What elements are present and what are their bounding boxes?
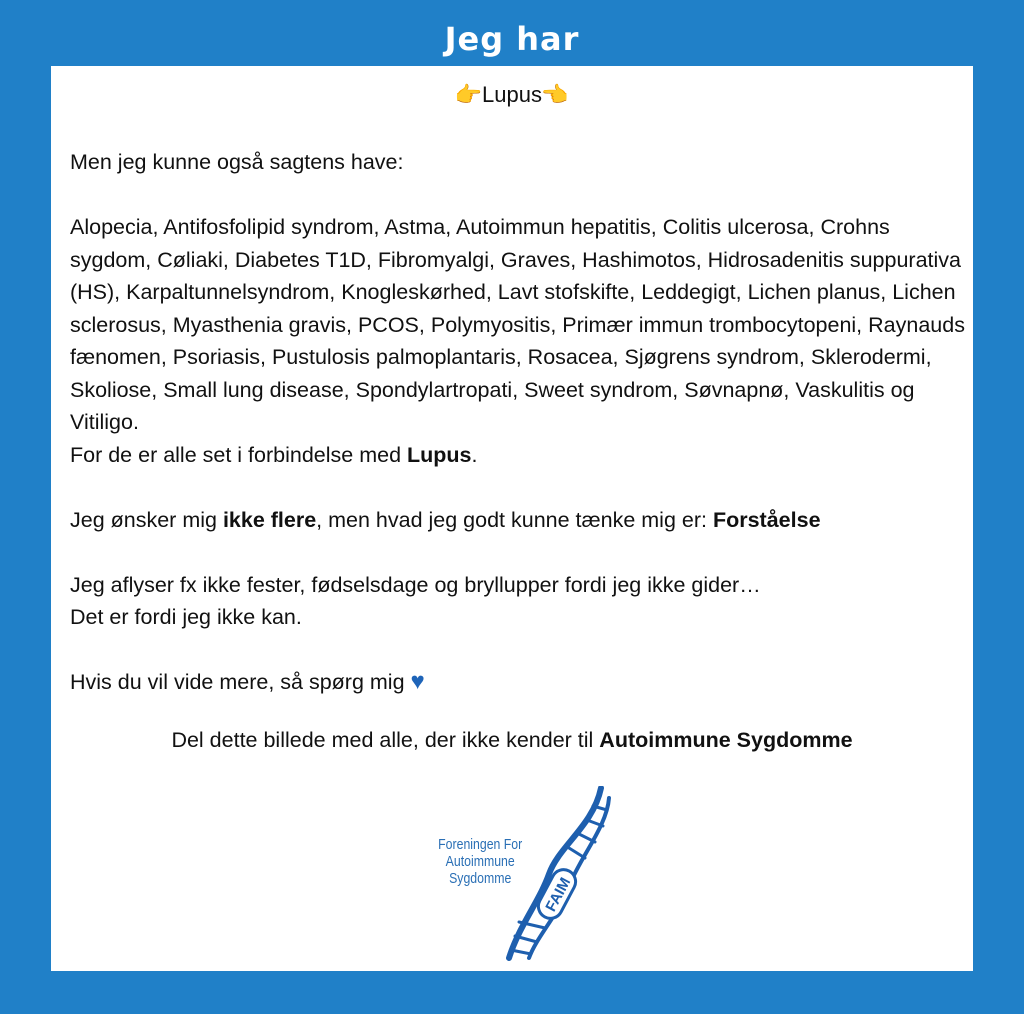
intro-text: Men jeg kunne også sagtens have: [70, 150, 404, 174]
cancel-line-2: Det er fordi jeg ikke kan. [70, 605, 302, 629]
body-text [70, 146, 965, 699]
wish-prefix: Jeg ønsker mig [70, 507, 223, 532]
conditions-text: Alopecia, Antifosfolipid syndrom, Astma, Autoimmun hepatitis, Colitis ulcerosa, Crohns sygdom, Cøliaki, Diabetes T1D, Fibromyalgi, Graves, Hashimotos, Hidrosadenitis suppurativa (HS), Karpaltunnelsyndrom, Knogleskørhed, Lavt stofskifte, Leddegigt, Lichen planus, Lichen sclerosus, Myasthenia gravis, PCOS, Polymyositis, Primær immun trombocytopeni, Raynauds fænomen, Psoriasis, Pustulosis palmoplantaris, Rosacea, Sjøgrens syndrom, Sklerodermi, Skoliose, Small lung disease, Spondylartropati, Sweet syndrom, Søvnapnø, Vaskulitis og Vitiligo. [70, 215, 965, 434]
linked-bold: Lupus [407, 442, 472, 467]
linked-suffix: . [471, 442, 478, 467]
wish-bold-2: Forståelse [712, 507, 821, 532]
faim-badge-text: FAIM [542, 874, 575, 915]
ask-line [70, 666, 965, 699]
disease-name: Lupus [482, 82, 542, 107]
linked-prefix: For de er alle set i forbindelse med [70, 442, 407, 467]
page-title: Jeg har [444, 20, 580, 58]
conditions-list [70, 211, 965, 471]
pointing-left-hand-icon: 👉 [541, 82, 570, 107]
share-prefix: Del dette billede med alle, der ikke kender til [171, 728, 600, 752]
cancel-line-1: Jeg aflyser fx ikke fester, fødselsdage og bryllupper fordi jeg ikke gider… [70, 572, 761, 597]
share-bold: Autoimmune Sygdomme [599, 728, 853, 752]
disease-line [51, 82, 973, 108]
logo-line-1: Foreningen For [438, 836, 523, 853]
ask-text: Hvis du vil vide mere, så spørg mig [70, 670, 405, 694]
logo-line-2: Autoimmune [445, 853, 515, 870]
wish-line [70, 504, 965, 537]
blue-heart-icon: ♥ [410, 668, 425, 695]
wish-middle: , men hvad jeg godt kunne tænke mig er: [316, 507, 713, 532]
logo-line-3: Sygdomme [449, 870, 512, 887]
content-panel [51, 66, 973, 971]
wish-bold-1: ikke flere [222, 507, 317, 532]
dna-helix-icon [489, 786, 619, 961]
faim-logo [429, 786, 619, 961]
pointing-right-hand-icon: 👉 [454, 82, 483, 107]
share-line [51, 728, 973, 753]
